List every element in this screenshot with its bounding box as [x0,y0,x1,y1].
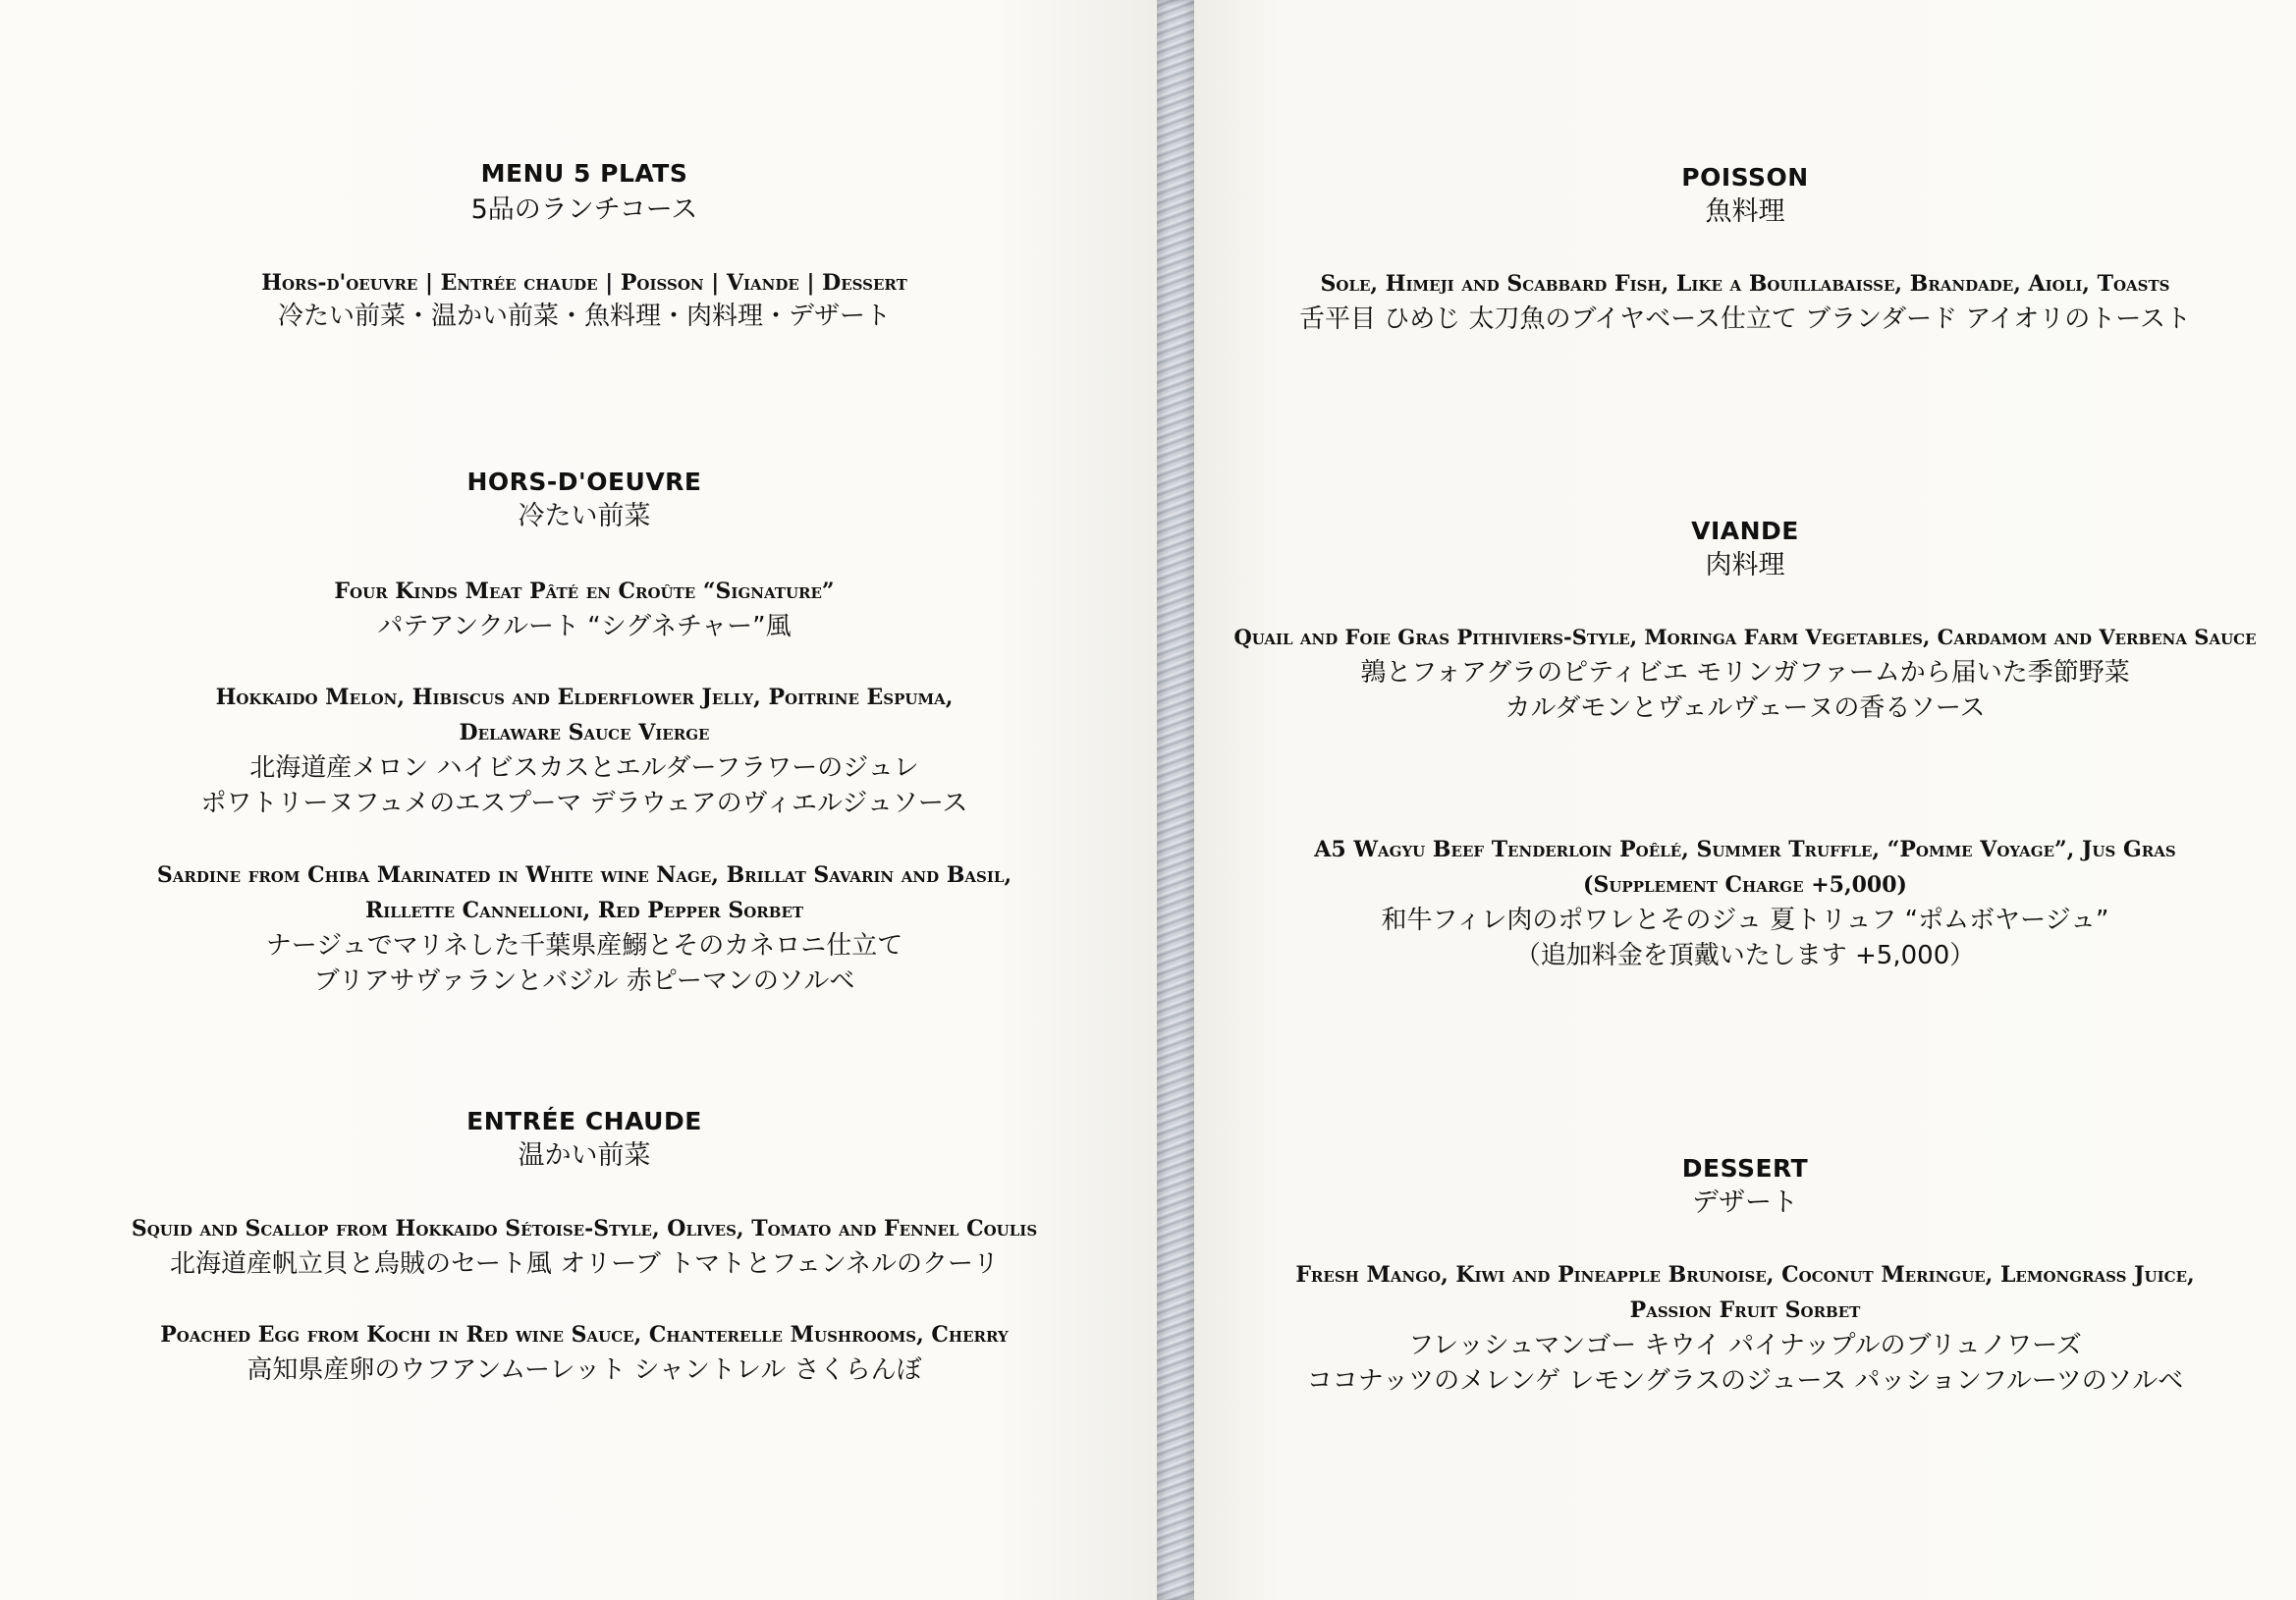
dish-name-jp: ココナッツのメレンゲ レモングラスのジュース パッションフルーツのソルベ [1306,1366,2184,1396]
section-title-hors-doeuvre: HORS-D'OEUVRE [466,468,702,496]
dish-hokkaido-melon [0,680,1169,821]
dish-name-jp: 和牛フィレ肉のポワレとそのジュ 夏トリュフ “ポムボヤージュ” [1381,906,2109,935]
section-title-entree-chaude: ENTRÉE CHAUDE [466,1107,702,1135]
section-title-viande: VIANDE [1691,517,1799,545]
dish-sardine-chiba [0,857,1169,999]
dish-pate-en-croute [0,574,1169,644]
dish-name-jp: パテアンクルート “シグネチャー”風 [377,612,792,641]
section-subtitle-poisson: 魚料理 [1705,196,1785,227]
section-subtitle-dessert: デザート [1692,1187,1798,1218]
dish-name-en: Fresh Mango, Kiwi and Pineapple Brunoise, Coconut Meringue, Lemongrass Juice, [1295,1262,2195,1288]
menu-courses-en: Hors-d'oeuvre | Entrée chaude | Poisson | Viande | Dessert [261,270,907,296]
dish-name-en: Passion Fruit Sorbet [1629,1297,1861,1323]
dish-sole-bouillabaisse [1194,266,2296,337]
dish-name-jp: ナージュでマリネした千葉県産鰯とそのカネロニ仕立て [265,931,903,961]
menu-title: MENU 5 PLATS [480,159,688,188]
dish-name-jp: （追加料金を頂戴いたします +5,000） [1514,941,1976,970]
dish-quail-foie-gras [1194,620,2296,726]
dish-a5-wagyu [1194,832,2296,973]
dish-name-en: A5 Wagyu Beef Tenderloin Poêlé, Summer Truffle, “Pomme Voyage”, Jus Gras [1314,837,2176,862]
dish-fresh-mango [1194,1257,2296,1399]
dish-name-en: Sardine from Chiba Marinated in White wine Nage, Brillat Savarin and Basil, [156,862,1012,888]
dish-name-jp: フレッシュマンゴー キウイ パイナップルのブリュノワーズ [1408,1331,2082,1360]
section-title-dessert: DESSERT [1681,1154,1809,1183]
dish-name-en: Hokkaido Melon, Hibiscus and Elderflower Jelly, Poitrine Espuma, [215,685,954,710]
dish-name-en: Four Kinds Meat Pâté en Croûte “Signature” [334,579,835,604]
dish-name-jp: ブリアサヴァランとバジル 赤ピーマンのソルベ [313,966,855,996]
dish-name-jp: 北海道産メロン ハイビスカスとエルダーフラワーのジュレ [249,753,919,783]
dish-name-en: Delaware Sauce Vierge [459,720,710,745]
dish-name-jp: ポワトリーヌフュメのエスプーマ デラウェアのヴィエルジュソース [200,789,968,818]
dish-name-en: Sole, Himeji and Scabbard Fish, Like a Bouillabaisse, Brandade, Aioli, Toasts [1320,271,2170,297]
section-subtitle-entree-chaude: 温かい前菜 [518,1140,651,1171]
dish-name-en: Squid and Scallop from Hokkaido Sétoise-Style, Olives, Tomato and Fennel Coulis [131,1216,1038,1241]
dish-name-jp: 舌平目 ひめじ 太刀魚のブイヤベース仕立て ブランダード アイオリのトースト [1299,304,2191,334]
dish-name-jp: 北海道産帆立貝と烏賊のセート風 オリーブ トマトとフェンネルのクーリ [169,1249,1000,1279]
section-title-poisson: POISSON [1681,163,1809,192]
menu-subtitle: 5品のランチコース [470,194,698,225]
right-page [1194,0,2296,1600]
dish-name-jp: 鶉とフォアグラのピティビエ モリンガファームから届いた季節野菜 [1360,658,2130,688]
dish-squid-scallop [0,1211,1169,1282]
dish-name-jp: カルダモンとヴェルヴェーヌの香るソース [1504,693,1986,723]
section-subtitle-viande: 肉料理 [1705,550,1785,580]
section-subtitle-hors-doeuvre: 冷たい前菜 [518,501,651,531]
dish-name-en: (Supplement Charge +5,000) [1583,872,1907,898]
dish-poached-egg [0,1317,1169,1388]
binding-cord [1157,0,1194,1600]
dish-name-en: Poached Egg from Kochi in Red wine Sauce, Chanterelle Mushrooms, Cherry [160,1322,1009,1348]
dish-name-en: Quail and Foie Gras Pithiviers-Style, Moringa Farm Vegetables, Cardamom and Verbena Sauce [1233,625,2257,649]
dish-name-jp: 高知県産卵のウフアンムーレット シャントレル さくらんぼ [246,1355,922,1385]
menu-courses-jp: 冷たい前菜・温かい前菜・魚料理・肉料理・デザート [277,302,891,331]
dish-name-en: Rillette Cannelloni, Red Pepper Sorbet [364,898,804,923]
